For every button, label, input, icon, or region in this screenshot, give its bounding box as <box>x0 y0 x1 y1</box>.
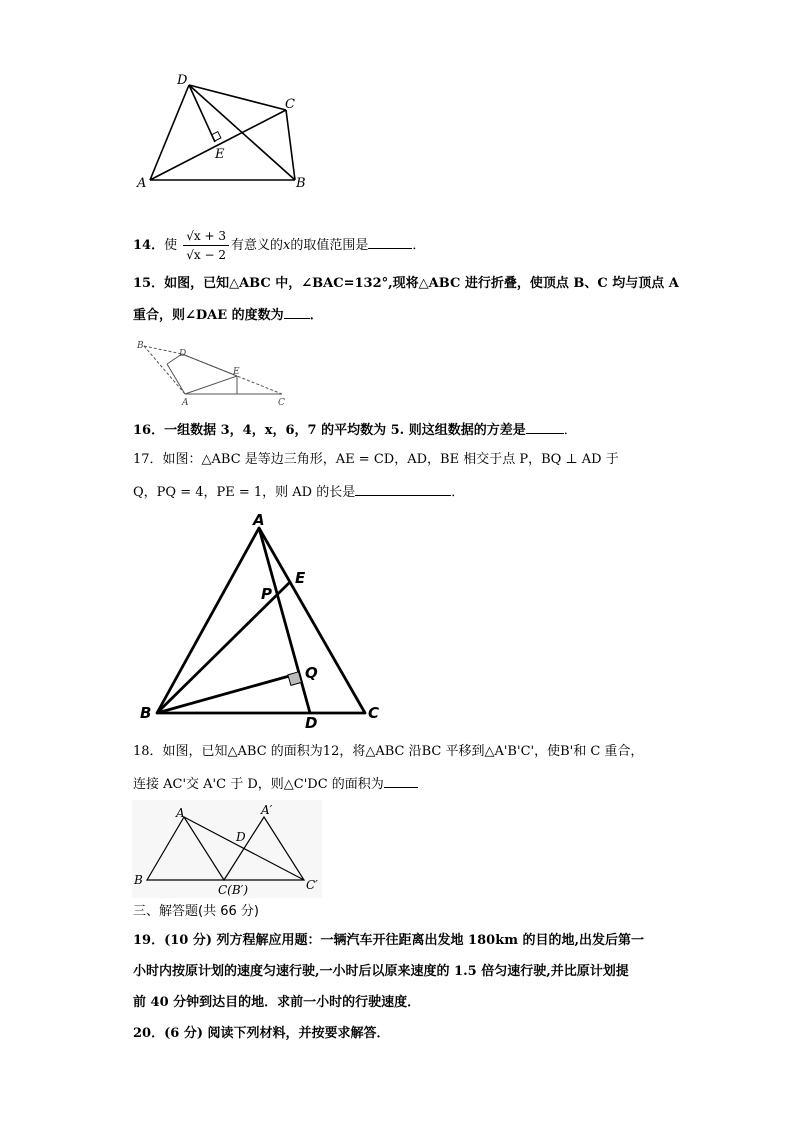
q16-answer-blank[interactable] <box>526 421 564 434</box>
label-c-prime: C′ <box>306 878 318 892</box>
q16-text: 16．一组数据 3，4，x，6，7 的平均数为 5. 则这组数据的方差是 <box>133 423 526 438</box>
q18-answer-blank[interactable] <box>384 775 418 788</box>
q14-post: 有意义的 <box>230 238 283 253</box>
section-title: 三、解答题(共 66 分) <box>133 904 259 919</box>
label-d: D <box>305 714 318 730</box>
question-20: 20．(6 分) 阅读下列材料，并按要求解答． <box>133 1026 390 1041</box>
question-18-line-2 <box>133 775 418 793</box>
label-b: B <box>140 704 152 722</box>
label-c-bprime: C(B′) <box>218 883 249 897</box>
label-e: E <box>295 569 306 587</box>
q17-end: ． <box>451 485 465 500</box>
label-e: E <box>233 367 240 377</box>
label-c: C <box>278 398 285 408</box>
label-p: P <box>261 585 272 603</box>
label-c: C <box>285 97 295 112</box>
figure-folded-triangle <box>132 334 292 410</box>
label-a: A <box>253 511 265 529</box>
question-16 <box>133 421 577 439</box>
label-d: D <box>179 349 187 359</box>
q14-denominator: √x − 2 <box>186 248 226 262</box>
q14-end: ． <box>412 238 426 253</box>
figure-quadrilateral-abcd <box>130 70 320 195</box>
label-b: B <box>137 341 144 351</box>
q18-line2-text: 连接 AC'交 A'C 于 D，则△C'DC 的面积为 <box>133 777 384 792</box>
label-a: A <box>182 398 189 408</box>
question-19-line-3: 前 40 分钟到达目的地．求前一小时的行驶速度． <box>133 995 421 1010</box>
label-a: A <box>176 806 185 820</box>
question-17-line-2 <box>133 483 464 501</box>
q14-fraction <box>183 228 229 263</box>
question-19-line-1: 19．(10 分) 列方程解应用题：一辆汽车开往距离出发地 180km 的目的地,出发后第一 <box>133 933 645 948</box>
q16-end: ． <box>563 423 577 438</box>
q14-pre: 使 <box>164 238 178 253</box>
figure-translated-triangles <box>132 800 322 898</box>
q14-var: x <box>283 238 291 253</box>
figure-equilateral-triangle <box>135 508 395 730</box>
question-15-line-1: 15．如图，已知△ABC 中，∠BAC=132°,现将△ABC 进行折叠，使顶点 B、C 均与顶点 A <box>133 276 679 291</box>
label-d: D <box>177 73 188 88</box>
label-b: B <box>134 873 143 887</box>
label-b: B <box>296 176 306 191</box>
q15-answer-blank[interactable] <box>284 306 310 319</box>
q15-line2-text: 重合，则∠DAE 的度数为 <box>133 308 284 323</box>
question-15-line-2 <box>133 306 323 324</box>
q15-end: ． <box>309 308 323 323</box>
label-c: C <box>368 704 380 722</box>
label-a: A <box>137 176 147 191</box>
q17-line2-text: Q，PQ = 4，PE = 1，则 AD 的长是 <box>133 485 356 500</box>
label-a-prime: A′ <box>261 803 273 817</box>
label-e: E <box>215 147 225 162</box>
label-q: Q <box>305 664 318 682</box>
label-d: D <box>236 830 246 844</box>
q17-answer-blank[interactable] <box>355 483 451 496</box>
question-17-line-1: 17．如图：△ABC 是等边三角形，AE = CD，AD，BE 相交于点 P，BQ ⊥ AD 于 <box>133 452 619 467</box>
q14-number: 14． <box>133 238 165 253</box>
question-14 <box>133 228 425 263</box>
q14-numerator: √x + 3 <box>183 228 229 246</box>
question-19-line-2: 小时内按原计划的速度匀速行驶,一小时后以原来速度的 1.5 倍匀速行驶,并比原计划提 <box>133 964 629 979</box>
q14-answer-blank[interactable] <box>368 236 412 249</box>
q14-post2: 的取值范围是 <box>290 238 369 253</box>
question-18-line-1: 18．如图，已知△ABC 的面积为12，将△ABC 沿BC 平移到△A'B'C'，使B'和 C 重合， <box>133 744 644 759</box>
